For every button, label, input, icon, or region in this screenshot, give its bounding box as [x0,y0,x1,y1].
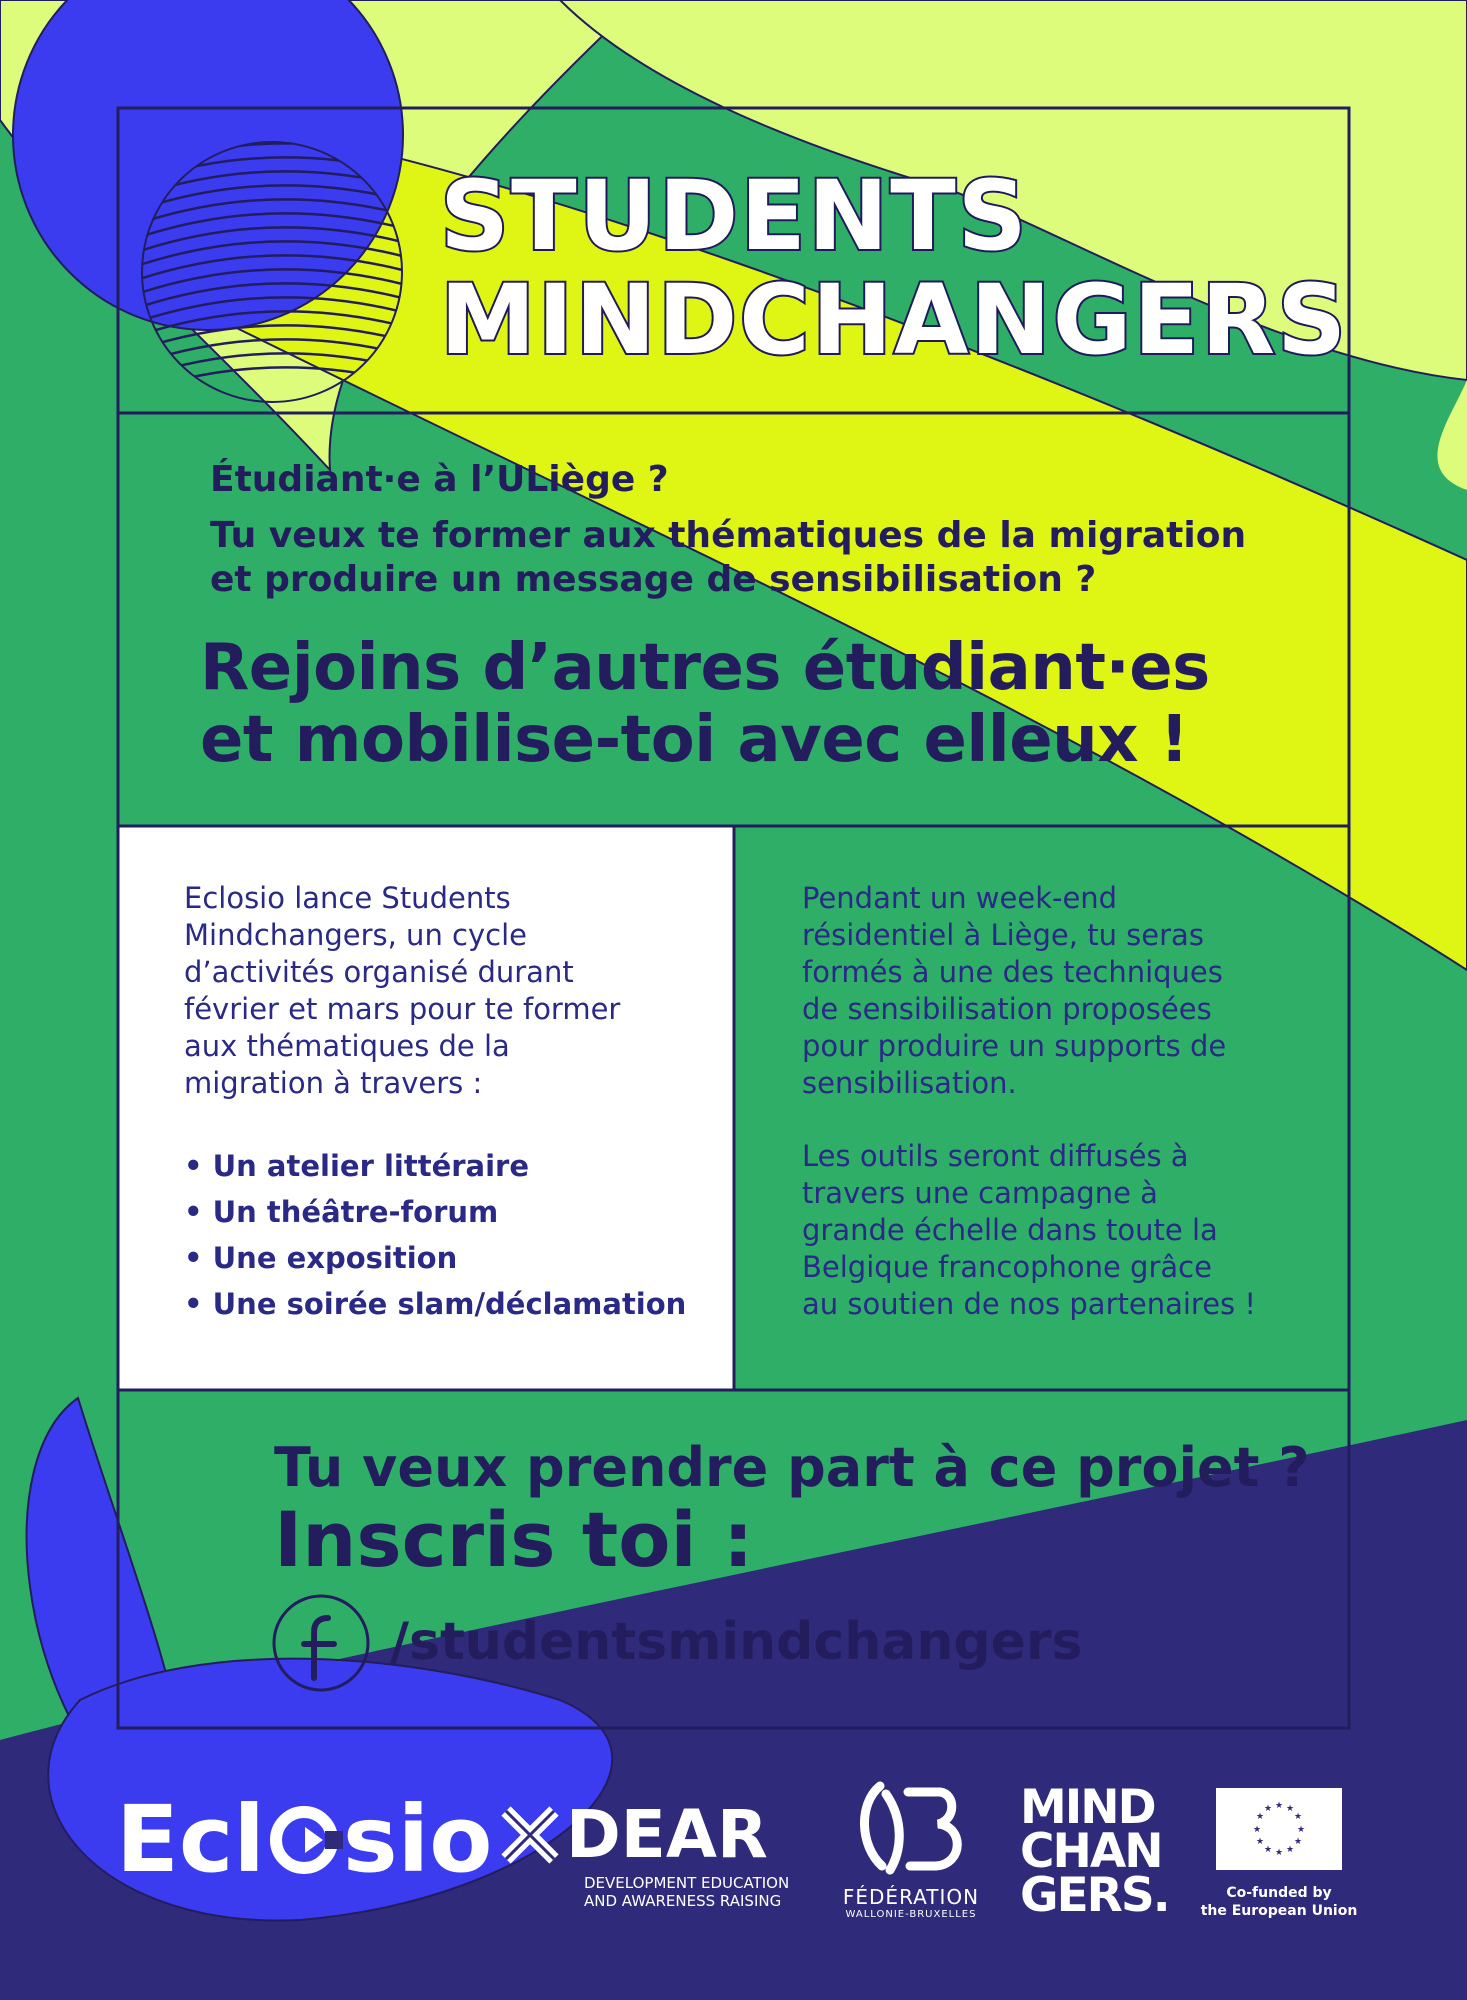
intro-question-1: Étudiant·e à l’ULiège ? [210,459,669,500]
intro-question-2-line-1: Tu veux te former aux thématiques de la migration [210,515,1247,556]
svg-text:★: ★ [1274,1801,1284,1811]
cta-question: Tu veux prendre part à ce projet ? [274,1436,1310,1499]
facebook-icon[interactable] [270,1592,372,1694]
eu-flag-icon [1214,1786,1344,1872]
right-paragraph-line: formés à une des techniques [802,955,1223,989]
left-paragraph-line: février et mars pour te former [184,992,621,1026]
left-paragraph-line: Mindchangers, un cycle [184,918,527,952]
eclosio-logo-part-1: Ecl [116,1786,265,1893]
svg-text:★: ★ [1252,1825,1262,1835]
svg-text:★: ★ [1255,1837,1265,1847]
activity-item-exposition: • Une exposition [184,1241,458,1275]
activity-item-slam: • Une soirée slam/déclamation [184,1287,687,1321]
dear-subtitle-line: DEVELOPMENT EDUCATION [584,1874,790,1892]
right-panel-paragraph-2 [802,1138,1322,1323]
right-paragraph-line: de sensibilisation proposées [802,992,1212,1026]
activity-item-atelier: • Un atelier littéraire [184,1149,530,1183]
left-paragraph-line: Eclosio lance Students [184,881,511,915]
right-paragraph-line: au soutien de nos partenaires ! [802,1287,1256,1321]
mindchangers-logo-line: GERS. [1020,1868,1169,1923]
right-paragraph-line: résidentiel à Liège, tu seras [802,918,1204,952]
svg-text:★: ★ [1263,1845,1273,1855]
eclosio-o-icon [265,1801,343,1879]
title-line-2: MINDCHANGERS [440,264,1349,376]
svg-text:★: ★ [1293,1812,1303,1822]
eclosio-logo-part-2: sio [342,1786,493,1893]
eclosio-logo [116,1786,493,1893]
dear-subtitle-line: AND AWARENESS RAISING [584,1892,782,1910]
svg-text:★: ★ [1296,1825,1306,1835]
svg-text:★: ★ [1255,1812,1265,1822]
eu-cofunded-text [1196,1884,1362,1920]
federation-logo-text [836,1886,986,1922]
federation-wb-icon [852,1780,970,1880]
eu-line-1: Co-funded by [1226,1885,1332,1901]
svg-text:★: ★ [1293,1837,1303,1847]
federation-line-1: FÉDÉRATION [842,1885,980,1909]
facebook-handle-link[interactable]: /studentsmindchangers [390,1612,1083,1672]
federation-line-2: WALLONIE-BRUXELLES [845,1909,977,1920]
activity-list [184,1143,686,1327]
svg-text:★: ★ [1274,1848,1284,1858]
dear-cross-icon [498,1803,562,1867]
right-paragraph-line: pour produire un supports de [802,1029,1227,1063]
mindchangers-logo [1020,1780,1169,1923]
dear-subtitle [584,1874,789,1910]
right-paragraph-line: grande échelle dans toute la [802,1213,1218,1247]
mindchangers-logo-line: MIND [1020,1780,1155,1835]
right-paragraph-line: Pendant un week-end [802,881,1118,915]
dear-name: DEAR [566,1796,768,1873]
svg-text:★: ★ [1263,1804,1273,1814]
headline-line-1: Rejoins d’autres étudiant·es [200,631,1210,705]
right-paragraph-line: travers une campagne à [802,1176,1158,1210]
left-panel-paragraph [184,880,704,1102]
intro-question-2-line-2: et produire un message de sensibilisation ? [210,559,1097,600]
left-paragraph-line: d’activités organisé durant [184,955,574,989]
cta-signup: Inscris toi : [274,1495,754,1584]
mindchangers-logo-line: CHAN [1020,1824,1162,1879]
right-paragraph-line: Belgique francophone grâce [802,1250,1212,1284]
left-paragraph-line: aux thématiques de la [184,1029,510,1063]
title-line-1: STUDENTS [440,160,1029,272]
right-paragraph-line: sensibilisation. [802,1066,1017,1100]
svg-text:★: ★ [1285,1804,1295,1814]
eu-line-2: the European Union [1200,1903,1358,1919]
right-panel-paragraph-1 [802,880,1322,1102]
right-paragraph-line: Les outils seront diffusés à [802,1139,1189,1173]
dear-logo [498,1796,768,1873]
svg-text:★: ★ [1285,1845,1295,1855]
activity-item-theatre: • Un théâtre-forum [184,1195,499,1229]
headline-line-2: et mobilise-toi avec elleux ! [200,703,1189,777]
left-paragraph-line: migration à travers : [184,1066,483,1100]
